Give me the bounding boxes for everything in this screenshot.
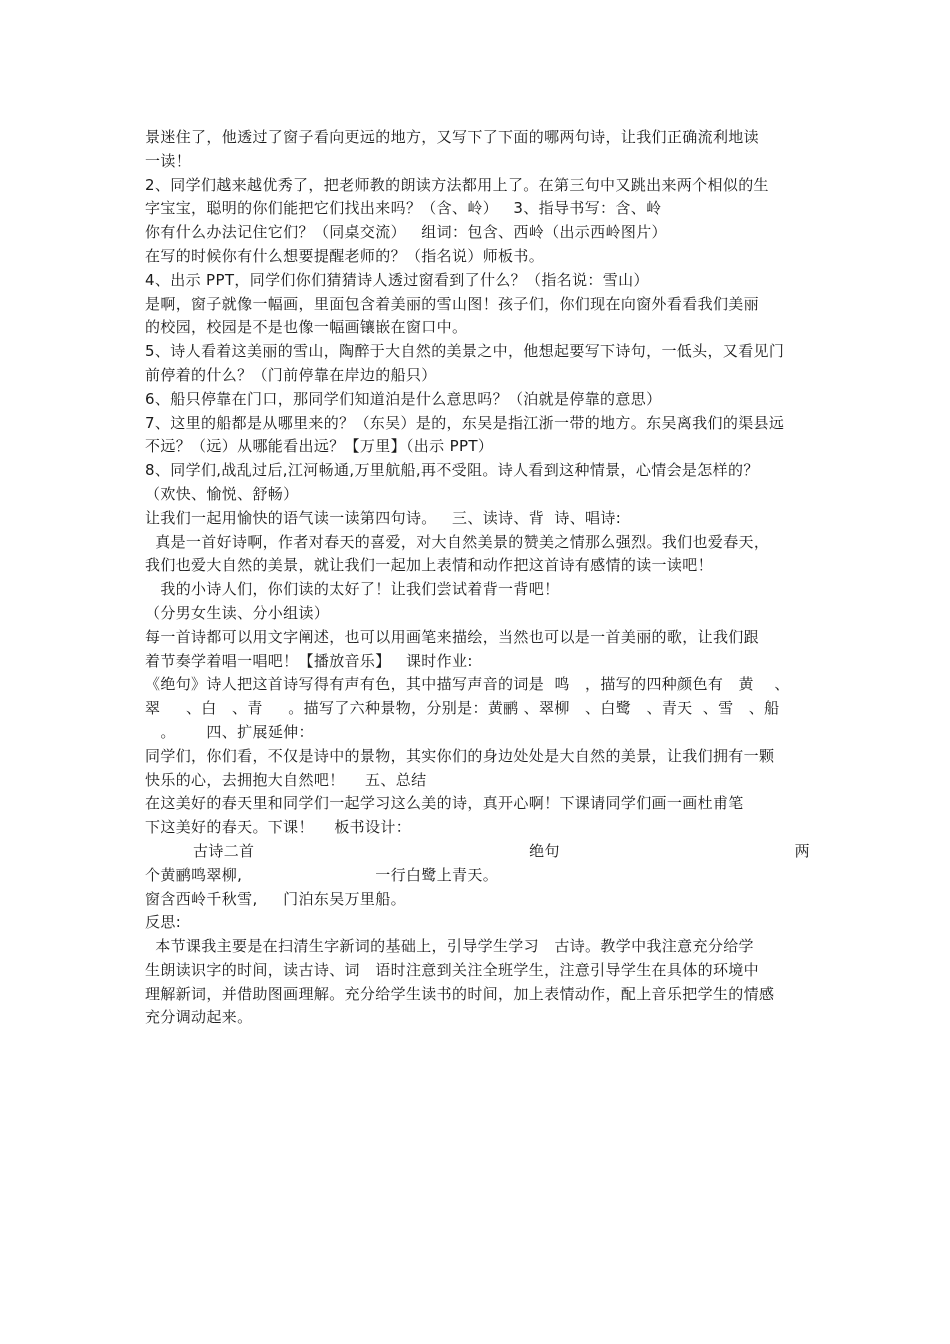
text-line: 8、同学们,战乱过后,江河畅通,万里航船,再不受阻。诗人看到这种情景，心情会是怎样的？ [145, 461, 759, 480]
text-line: 我们也爱大自然的美景，就让我们一起加上表情和动作把这首诗有感情的读一读吧！ [145, 556, 713, 575]
text-line: 《绝句》诗人把这首诗写得有声有色，其中描写声音的词是 鸣 ，描写的四种颜色有 黄 、 [145, 675, 790, 694]
text-line: 在写的时候你有什么想要提醒老师的？（指名说）师板书。 [145, 246, 545, 265]
text-line: 窗含西岭千秋雪, 门泊东吴万里船。 [145, 889, 406, 908]
text-line: 个黄鹂鸣翠柳, 一行白鹭上青天。 [145, 865, 499, 884]
board-design-cell: 绝句 [529, 841, 560, 860]
text-line: 是啊，窗子就像一幅画，里面包含着美丽的雪山图！孩子们，你们现在向窗外看看我们美丽 [145, 294, 760, 313]
text-line: 快乐的心，去拥抱大自然吧！ 五、总结 [145, 770, 427, 789]
text-line: 翠 、白 、青 。描写了六种景物，分别是：黄鹂 、翠柳 、白鹭 、青天 、雪 、船 [145, 699, 780, 718]
text-line: 的校园，校园是不是也像一幅画镶嵌在窗口中。 [145, 318, 468, 337]
text-line: 下这美好的春天。下课！ 板书设计： [145, 818, 412, 837]
text-line: 2、同学们越来越优秀了，把老师教的朗读方法都用上了。在第三句中又跳出来两个相似的生 [145, 175, 769, 194]
text-line: 6、船只停靠在门口，那同学们知道泊是什么意思吗？（泊就是停靠的意思） [145, 389, 662, 408]
text-line: 字宝宝，聪明的你们能把它们找出来吗？（含、岭） 3、指导书写：含、岭 [145, 199, 662, 218]
text-line: （欢快、愉悦、舒畅） [145, 484, 299, 503]
text-line: 着节奏学着唱一唱吧！【播放音乐】 课时作业: [145, 651, 473, 670]
text-line: 一读！ [145, 151, 192, 170]
text-line: （分男女生读、分小组读） [145, 603, 330, 622]
document-body [145, 126, 810, 1030]
text-line: 每一首诗都可以用文字阐述，也可以用画笔来描绘，当然也可以是一首美丽的歌，让我们跟 [145, 627, 760, 646]
board-design-cell: 两 [794, 841, 810, 860]
text-line: 前停着的什么？（门前停靠在岸边的船只） [145, 365, 437, 384]
text-line: 我的小诗人们，你们读的太好了！让我们尝试着背一背吧！ [145, 580, 560, 599]
text-line: 景迷住了，他透过了窗子看向更远的地方，又写下了下面的哪两句诗，让我们正确流利地读 [145, 128, 760, 146]
text-line: 4、出示 PPT，同学们你们猜猜诗人透过窗看到了什么？（指名说：雪山） [145, 270, 649, 289]
board-design-row [145, 840, 810, 864]
text-line: 同学们，你们看，不仅是诗中的景物，其实你们的身边处处是大自然的美景，让我们拥有一颗 [145, 746, 775, 765]
text-line: 生朗读识字的时间，读古诗、词 语时注意到关注全班学生，注意引导学生在具体的环境中 [145, 960, 760, 979]
text-line: 。 四、扩展延伸： [145, 722, 314, 741]
text-line: 本节课我主要是在扫清生字新词的基础上，引导学生学习 古诗。教学中我注意充分给学 [145, 937, 754, 956]
text-line: 理解新词，并借助图画理解。充分给学生读书的时间，加上表情动作，配上音乐把学生的情感 [145, 984, 775, 1003]
text-line: 不远？（远）从哪能看出远？【万里】（出示 PPT） [145, 437, 494, 456]
text-line: 你有什么办法记住它们？（同桌交流） 组词：包含、西岭（出示西岭图片） [145, 223, 667, 242]
text-line: 5、诗人看着这美丽的雪山，陶醉于大自然的美景之中，他想起要写下诗句，一低头，又看见门 [145, 342, 785, 361]
text-line: 反思: [145, 913, 182, 932]
text-line: 7、这里的船都是从哪里来的？（东吴）是的，东吴是指江浙一带的地方。东吴离我们的渠县远 [145, 413, 785, 432]
text-line: 充分调动起来。 [145, 1008, 253, 1027]
text-line: 真是一首好诗啊，作者对春天的喜爱，对大自然美景的赞美之情那么强烈。我们也爱春天， [145, 532, 770, 551]
board-design-cell: 古诗二首 [193, 841, 255, 860]
text-line: 在这美好的春天里和同学们一起学习这么美的诗，真开心啊！下课请同学们画一画杜甫笔 [145, 794, 744, 813]
text-line: 让我们一起用愉快的语气读一读第四句诗。 三、读诗、背 诗、唱诗: [145, 508, 622, 527]
